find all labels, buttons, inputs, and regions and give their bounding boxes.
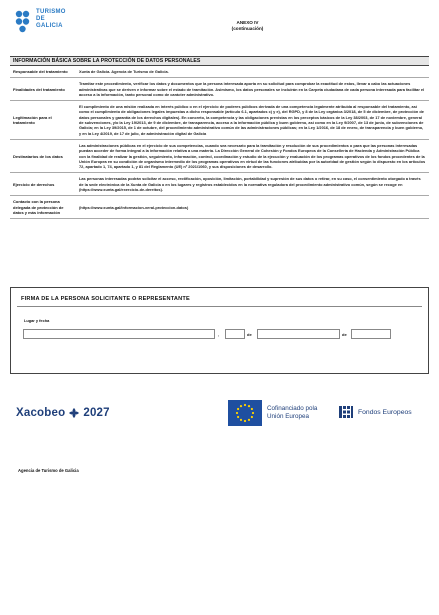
row-label: Legitimación para el tratamiento bbox=[10, 101, 76, 140]
row-label: Contacto con la persona delegada de protección de datos y más información bbox=[10, 196, 76, 219]
turismo-galicia-logo bbox=[14, 9, 94, 43]
table-row bbox=[10, 196, 429, 219]
row-label: Destinatarios de los datos bbox=[10, 139, 76, 172]
fondos-europeos-icon bbox=[338, 404, 354, 420]
year-input[interactable] bbox=[351, 329, 391, 339]
xacobeo-year: 2027 bbox=[83, 407, 110, 419]
place-input[interactable] bbox=[23, 329, 215, 339]
comma-separator: , bbox=[218, 332, 220, 337]
eu-cofinancing-logo bbox=[228, 400, 317, 426]
table-row bbox=[10, 66, 429, 78]
logo-line: GALICIA bbox=[36, 23, 63, 30]
day-input[interactable] bbox=[225, 329, 245, 339]
data-protection-table bbox=[10, 66, 429, 219]
row-value: Las personas interesadas podrán solicitar el acceso, rectificación, oposición, limitación, portabilidad y supresión de sus datos o retirar, en su caso, el consentimiento otorgado a través de la sede electrónica de la Xunta de Galicia o en los lugares y registros establecidos en la normativa reguladora del procedimiento administrativo común, según se recoge en (https://www.xunta.gal/exercicio-de-dereitos). bbox=[76, 173, 429, 196]
fondos-europeos-text: Fondos Europeos bbox=[358, 408, 412, 416]
section-title: INFORMACIÓN BÁSICA SOBRE LA PROTECCIÓN DE DATOS PERSONALES bbox=[10, 56, 429, 66]
galicia-shell-icon bbox=[14, 9, 32, 35]
footer-text: Agencia de Turismo de Galicia bbox=[18, 468, 79, 473]
annex-header bbox=[200, 20, 295, 32]
de-separator: de bbox=[342, 332, 347, 337]
funding-logos bbox=[10, 398, 429, 434]
row-value: (https://www.xunta.gal/informacion-xeral-proteccion-datos) bbox=[76, 196, 429, 219]
de-separator: de bbox=[247, 332, 252, 337]
signature-title: FIRMA DE LA PERSONA SOLICITANTE O REPRESENTANTE bbox=[21, 296, 190, 302]
xacobeo-word: Xacobeo bbox=[16, 407, 66, 419]
row-value: Xunta de Galicia. Agencia de Turismo de Galicia. bbox=[76, 66, 429, 78]
table-row bbox=[10, 173, 429, 196]
row-value: El cumplimiento de una misión realizada en interés público o en el ejercicio de poderes públicos derivada de una competencia legalmente atribuida al responsable del tratamiento, así como el cumplimiento de obligaciones legales impuestas a dicho responsable (artículo 6.1, apartados c) y e), del RGPD, y 8 de la Ley orgánica 3/2018, de 5 de diciembre, de protección de datos personales y garantía de los derechos digitales). En concreto, la competencia y las obligaciones previstas en los preceptos básicos de la Ley 38/2003, de 17 de noviembre, general de subvenciones, y/o la Ley 19/2013, de 9 de diciembre, de transparencia, acceso a la información pública y buen gobierno, así como en la Ley 9/2007, de 13 de junio, de subvenciones de Galicia; en la Ley 39/2015, de 1 de octubre, del procedimiento administrativo común de las administraciones públicas; en la Ley 1/2016, de 18 de enero, de transparencia y buen gobierno, y en la Ley 4/2019, de 17 de julio, de administración digital de Galicia bbox=[76, 101, 429, 140]
table-row bbox=[10, 139, 429, 172]
xacobeo-flower-icon bbox=[67, 406, 81, 420]
row-value: Las administraciones públicas en el ejercicio de sus competencias, cuando sea necesario para la tramitación y resolución de sus procedimientos o para que las personas interesadas puedan acceder de forma integral a la información relativa a una materia. La Dirección General de Cohesión y Fondos Europeos de la Consellería de Hacienda y Administración Pública con la finalidad de realizar la gestión, seguimiento, información, control, coordinación y estudio de la ejecución y evaluación de los programas operativos de los fondos procedentes de la Unión Europea en su condición de organismo intermedio de los programas operativos en virtud de las funciones atribuidas por la autoridad de gestión según lo dispuesto en los artículos 72, apartado 1, 74, apartado 1, y 81 del Reglamento (UE) nº 2021/1060, y sus disposiciones de desarrollo. bbox=[76, 139, 429, 172]
eu-line: Cofinanciado pola bbox=[267, 404, 318, 412]
logo-wordmark bbox=[36, 9, 66, 31]
signature-section bbox=[10, 287, 429, 374]
logo-line: DE bbox=[36, 16, 45, 23]
logo-line: TURISMO bbox=[36, 9, 66, 15]
row-label: Responsable del tratamiento bbox=[10, 66, 76, 78]
month-input[interactable] bbox=[257, 329, 340, 339]
eu-line: Unión Europea bbox=[267, 413, 310, 420]
annex-title: ANEXO IV bbox=[236, 20, 259, 25]
fondos-europeos-logo bbox=[338, 404, 412, 420]
table-row bbox=[10, 101, 429, 140]
row-label: Finalidades del tratamiento bbox=[10, 78, 76, 101]
xacobeo-logo bbox=[16, 406, 110, 420]
table-row bbox=[10, 78, 429, 101]
divider bbox=[17, 306, 422, 307]
annex-subtitle: (continuación) bbox=[231, 26, 264, 31]
eu-text bbox=[267, 405, 317, 422]
place-date-label: Lugar y fecha bbox=[24, 318, 50, 323]
row-value: Tramitar este procedimiento, verificar los datos y documentos que la persona interesada aporta en su solicitud para comprobar la exactitud de estos, llevar a cabo las actuaciones administrativas que se deriven e informar sobre el estado de tramitación. Asimismo, los datos personales se incluirán en la Carpeta ciudadana de cada persona interesada para facilitar el acceso a la información, tanto personal como de carácter administrativo. bbox=[76, 78, 429, 101]
eu-flag-icon bbox=[228, 400, 262, 426]
row-label: Ejercicio de derechos bbox=[10, 173, 76, 196]
